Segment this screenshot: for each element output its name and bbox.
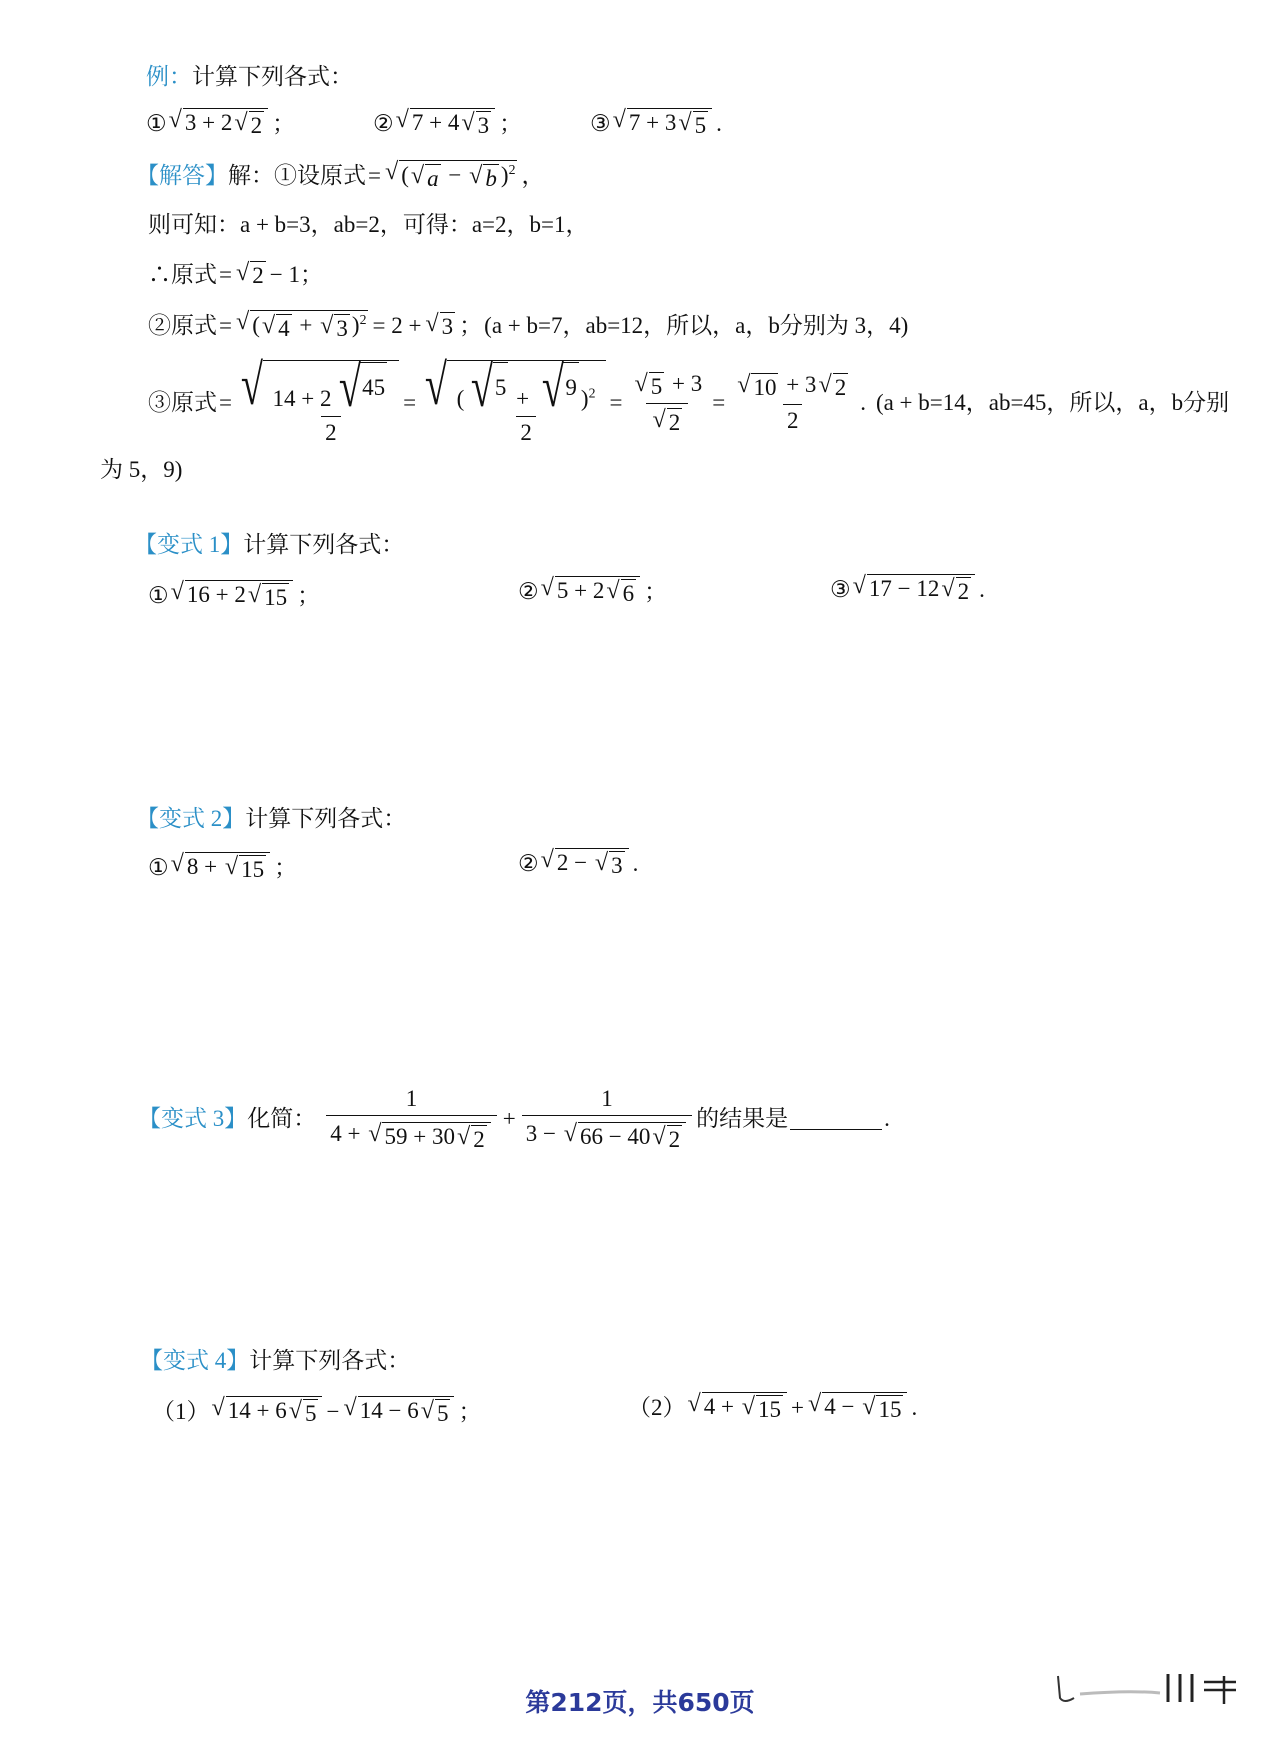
pen-scribble-mark [1040, 1668, 1250, 1708]
variant2-heading: 【变式 2】 计算下列各式： [136, 804, 406, 834]
solution-line-5: ③原式 = √ 14 + 2 √ 45 2 = √ ( √ 5 + √ 9 )$^2$ 2 = √ 5 + 3 √ 2 = √ 10 + 3 √ 2 2 . (a + b=14，ab=45，所以，a，b分别 [148, 353, 1230, 445]
example-item-1: ① √ 3 + 2 √ 2 ； [146, 106, 296, 138]
variant1-item-3: ③ √ 17 − 12 √ 2 . [830, 572, 985, 604]
variant2-item-1: ① √ 8 + √ 15 ； [148, 850, 298, 882]
variant3-line: 【变式 3】 化简： 1 4 + √ 59 + 30 √ 2 + 1 3 − √ 66 − 40 √ 2 的结果是 . [138, 1085, 890, 1152]
solution-line-4: ②原式 = √ ( √ 4 + √ 3 )$^2$ = 2 + √ 3 ； (a + b=7，ab=12，所以，a，b分别为 3，4) [148, 308, 909, 341]
example-label: 例 [146, 64, 169, 89]
variant4-item-1: （1） √ 14 + 6 √ 5 − √ 14 − 6 √ 5 ； [152, 1394, 482, 1426]
example-heading: 例 ： 计算下列各式： [146, 62, 353, 92]
solution-tag: 【解答】 [136, 163, 228, 189]
variant3-tag: 【变式 3】 [138, 1106, 248, 1131]
solution-line-6: 为 5，9) [100, 457, 183, 482]
variant4-item-2: （2） √ 4 + √ 15 + √ 4 − √ 15 . [628, 1390, 918, 1422]
answer-blank [790, 1109, 882, 1130]
variant4-heading: 【变式 4】 计算下列各式： [140, 1346, 410, 1376]
variant1-heading: 【变式 1】 计算下列各式： [134, 530, 404, 560]
example-item-2: ② √ 7 + 4 √ 3 ； [373, 106, 523, 138]
variant1-item-1: ① √ 16 + 2 √ 15 ； [148, 578, 321, 610]
solution-line-1: 【解答】 解：①设原式 = √ ( √ a − √ b )$^2$ ， [136, 158, 545, 191]
solution-line-2: 则可知：a + b=3，ab=2，可得：a=2，b=1， [148, 212, 589, 237]
math-radical: √ 3 + 2 √ 2 [169, 108, 268, 139]
variant1-tag: 【变式 1】 [134, 532, 244, 557]
page-number: 第212页，共650页 [525, 1688, 755, 1717]
variant2-tag: 【变式 2】 [136, 806, 246, 831]
variant1-item-2: ② √ 5 + 2 √ 6 ； [518, 574, 668, 606]
example-item-3: ③ √ 7 + 3 √ 5 . [590, 106, 722, 138]
variant4-tag: 【变式 4】 [140, 1348, 250, 1373]
solution-line-3: ∴原式 = √ 2 − 1； [148, 258, 323, 288]
variant2-item-2: ② √ 2 − √ 3 . [518, 846, 639, 878]
example-title: 计算下列各式： [192, 64, 353, 89]
